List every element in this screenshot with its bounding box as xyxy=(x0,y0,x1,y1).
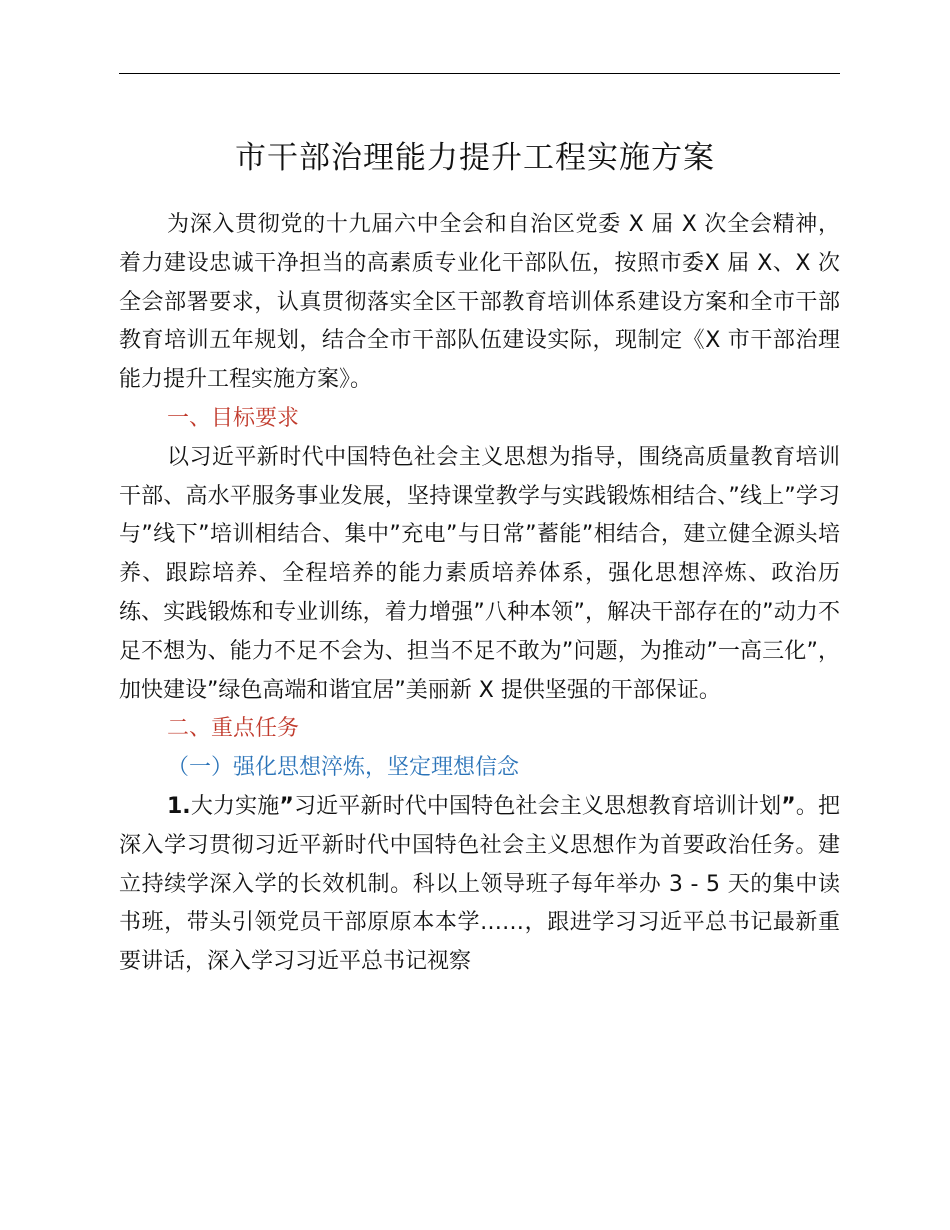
item-1-line: 举办 3 - 5 天的集中读书班，带头引领党员干部原原本本学……， xyxy=(119,871,840,936)
section-heading-tasks: 二、重点任务 xyxy=(167,716,300,742)
document-title: 市干部治理能力提升工程实施方案 xyxy=(235,140,715,176)
goals-line: 体系，强化思想淬炼、政治历练、实践锻炼和专业训练，着力增 xyxy=(119,561,840,625)
intro-line: X 届 X、X 次全会部署要求，认真贯彻落实全区干部教育培训体系 xyxy=(119,250,840,315)
item-1-line: 跟进学习习近平总书记最新重要讲话，深入学习习近平总书记视察 xyxy=(119,910,840,975)
goals-line: 相结合，建立健全源头培养、跟踪培养、全程培养的能力素质培养 xyxy=(119,522,840,587)
item-1-title-main: 习近平新时代中国特色社会主义思想教育培训计 xyxy=(293,793,760,819)
item-1-title-start: 大力实施 xyxy=(190,793,280,819)
goals-line: 强”八种本领”，解决干部存在的”动力不足不想为、能力不足不会 xyxy=(119,599,840,664)
goals-line: 为、担当不足不敢为”问题，为推动”一高三化”，加快建设”绿色 xyxy=(119,638,840,703)
goals-line: 以习近平新时代中国特色社会主义思想为指导，围绕高质量教 xyxy=(167,444,774,470)
intro-line: 精神，着力建设忠诚干净担当的高素质专业化干部队伍，按照市委 xyxy=(119,212,840,276)
subsection-heading-1: （一）强化思想淬炼，坚定理想信念 xyxy=(167,755,520,781)
item-1-paragraph xyxy=(119,788,840,982)
item-1-number: 1. xyxy=(167,793,191,819)
item-1-close-quote: ” xyxy=(781,793,796,819)
item-1-title-end: 划 xyxy=(759,793,782,819)
intro-line: 建设方案和全市干部教育培训五年规划，结合全市干部队伍建设实 xyxy=(119,289,840,354)
document-body xyxy=(119,206,840,982)
item-1-open-quote: ” xyxy=(279,793,294,819)
goals-line: 合、”线上”学习与”线下”培训相结合、集中”充电”与日常”蓄能” xyxy=(119,483,840,548)
goals-line: 育培训干部、高水平服务事业发展，坚持课堂教学与实践锻炼相结 xyxy=(119,444,840,509)
section-heading-goals: 一、目标要求 xyxy=(167,405,300,431)
header-rule xyxy=(119,73,840,74)
item-1-line: 。把深入学习贯彻习近平新时代中国特色社会主义思想作为首 xyxy=(119,793,840,858)
intro-line: 际，现制定《X 市干部治理能力提升工程实施方案》。 xyxy=(119,328,840,393)
intro-line: 为深入贯彻党的十九届六中全会和自治区党委 X 届 X 次全会 xyxy=(167,212,773,237)
item-1-line: 要政治任务。建立持续学深入学的长效机制。科以上领导班子每年 xyxy=(119,832,840,897)
intro-paragraph xyxy=(119,206,840,400)
goals-paragraph xyxy=(119,439,840,711)
goals-line: 高端和谐宜居”美丽新 X 提供坚强的干部保证。 xyxy=(262,677,721,703)
